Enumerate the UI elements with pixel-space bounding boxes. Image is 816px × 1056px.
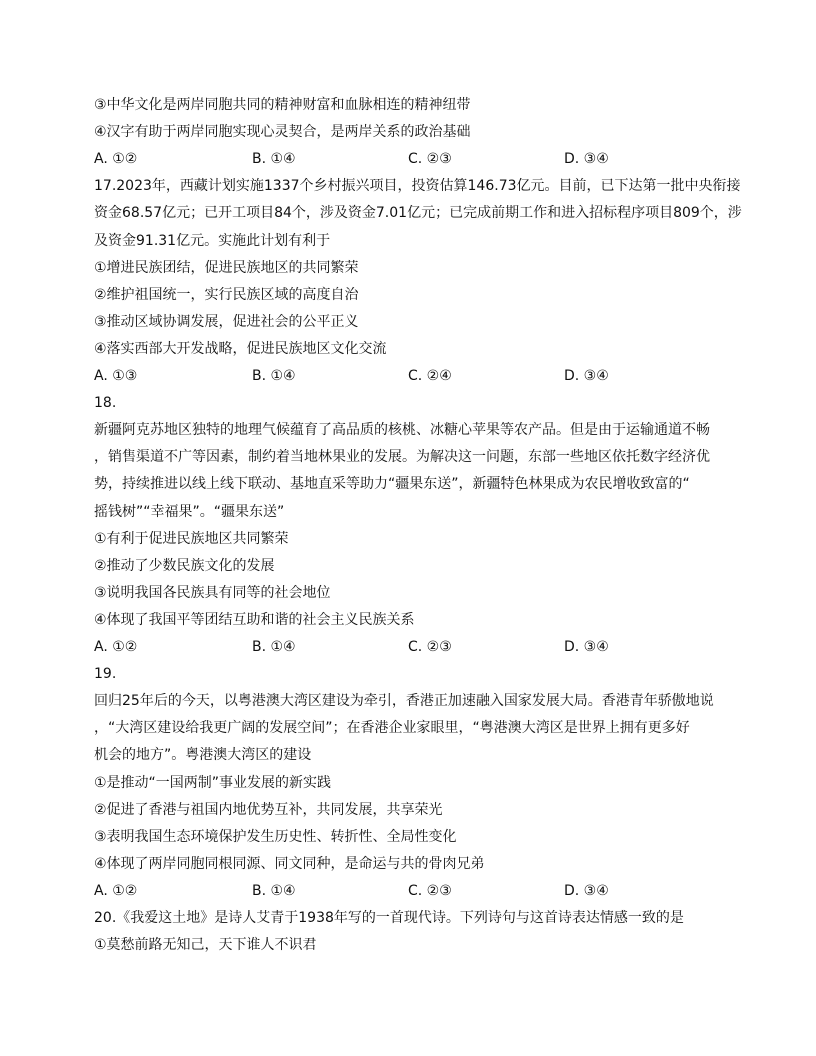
text-line: ，“大湾区建设给我更广阔的发展空间”；在香港企业家眼里，“粤港澳大湾区是世界上拥有更多好 (94, 720, 690, 736)
answer-option: A. ①② (94, 883, 138, 899)
text-line: ④体现了我国平等团结互助和谐的社会主义民族关系 (94, 612, 415, 628)
answer-option: D. ③④ (564, 368, 609, 384)
text-line: 18. (94, 395, 117, 411)
text-line: ④汉字有助于两岸同胞实现心灵契合，是两岸关系的政治基础 (94, 124, 471, 140)
answer-option: C. ②③ (408, 639, 452, 655)
text-line: ①是推动“一国两制”事业发展的新实践 (94, 775, 332, 791)
text-line: 摇钱树”“幸福果”。“疆果东送” (94, 504, 285, 520)
text-line: ①增进民族团结，促进民族地区的共同繁荣 (94, 260, 359, 276)
text-line: ①莫愁前路无知己，天下谁人不识君 (94, 937, 317, 953)
answer-option: A. ①② (94, 151, 138, 167)
text-line: 19. (94, 666, 117, 682)
text-line: 新疆阿克苏地区独特的地理气候蕴育了高品质的核桃、冰糖心苹果等农产品。但是由于运输通道不畅 (94, 422, 710, 438)
answer-option: A. ①② (94, 639, 138, 655)
answer-option: B. ①④ (252, 639, 296, 655)
text-line: ④落实西部大开发战略，促进民族地区文化交流 (94, 341, 387, 357)
text-line: ②维护祖国统一，实行民族区域的高度自治 (94, 287, 359, 303)
answer-option: D. ③④ (564, 151, 609, 167)
text-line: ②促进了香港与祖国内地优势互补，共同发展，共享荣光 (94, 802, 443, 818)
text-line: ③推动区域协调发展，促进社会的公平正义 (94, 314, 359, 330)
text-line: ②推动了少数民族文化的发展 (94, 558, 275, 574)
answer-option: D. ③④ (564, 639, 609, 655)
answer-option: C. ②④ (408, 368, 452, 384)
text-line: 势，持续推进以线上线下联动、基地直采等助力“疆果东送”，新疆特色林果成为农民增收致富的“ (94, 476, 690, 492)
text-line: 机会的地方”。粤港澳大湾区的建设 (94, 747, 312, 763)
text-line: 及资金91.31亿元。实施此计划有利于 (94, 233, 331, 249)
answer-option: C. ②③ (408, 883, 452, 899)
answer-option: A. ①③ (94, 368, 138, 384)
answer-option: B. ①④ (252, 368, 296, 384)
text-line: 资金68.57亿元；已开工项目84个，涉及资金7.01亿元；已完成前期工作和进入招标程序项目809个，涉 (94, 205, 742, 221)
answer-option: C. ②③ (408, 151, 452, 167)
text-line: ，销售渠道不广等因素，制约着当地林果业的发展。为解决这一问题，东部一些地区依托数字经济优 (94, 449, 710, 465)
text-line: 回归25年后的今天，以粤港澳大湾区建设为牵引，香港正加速融入国家发展大局。香港青年骄傲地说 (94, 693, 714, 709)
text-line: ①有利于促进民族地区共同繁荣 (94, 531, 289, 547)
text-line: ③说明我国各民族具有同等的社会地位 (94, 585, 331, 601)
text-line: 17.2023年，西藏计划实施1337个乡村振兴项目，投资估算146.73亿元。目前，已下达第一批中央衔接 (94, 178, 741, 194)
text-line: ③中华文化是两岸同胞共同的精神财富和血脉相连的精神纽带 (94, 97, 471, 113)
text-line: ③表明我国生态环境保护发生历史性、转折性、全局性变化 (94, 829, 457, 845)
answer-option: D. ③④ (564, 883, 609, 899)
text-line: ④体现了两岸同胞同根同源、同文同种，是命运与共的骨肉兄弟 (94, 856, 485, 872)
answer-option: B. ①④ (252, 883, 296, 899)
text-line: 20.《我爱这土地》是诗人艾青于1938年写的一首现代诗。下列诗句与这首诗表达情感一致的是 (94, 910, 684, 926)
answer-option: B. ①④ (252, 151, 296, 167)
